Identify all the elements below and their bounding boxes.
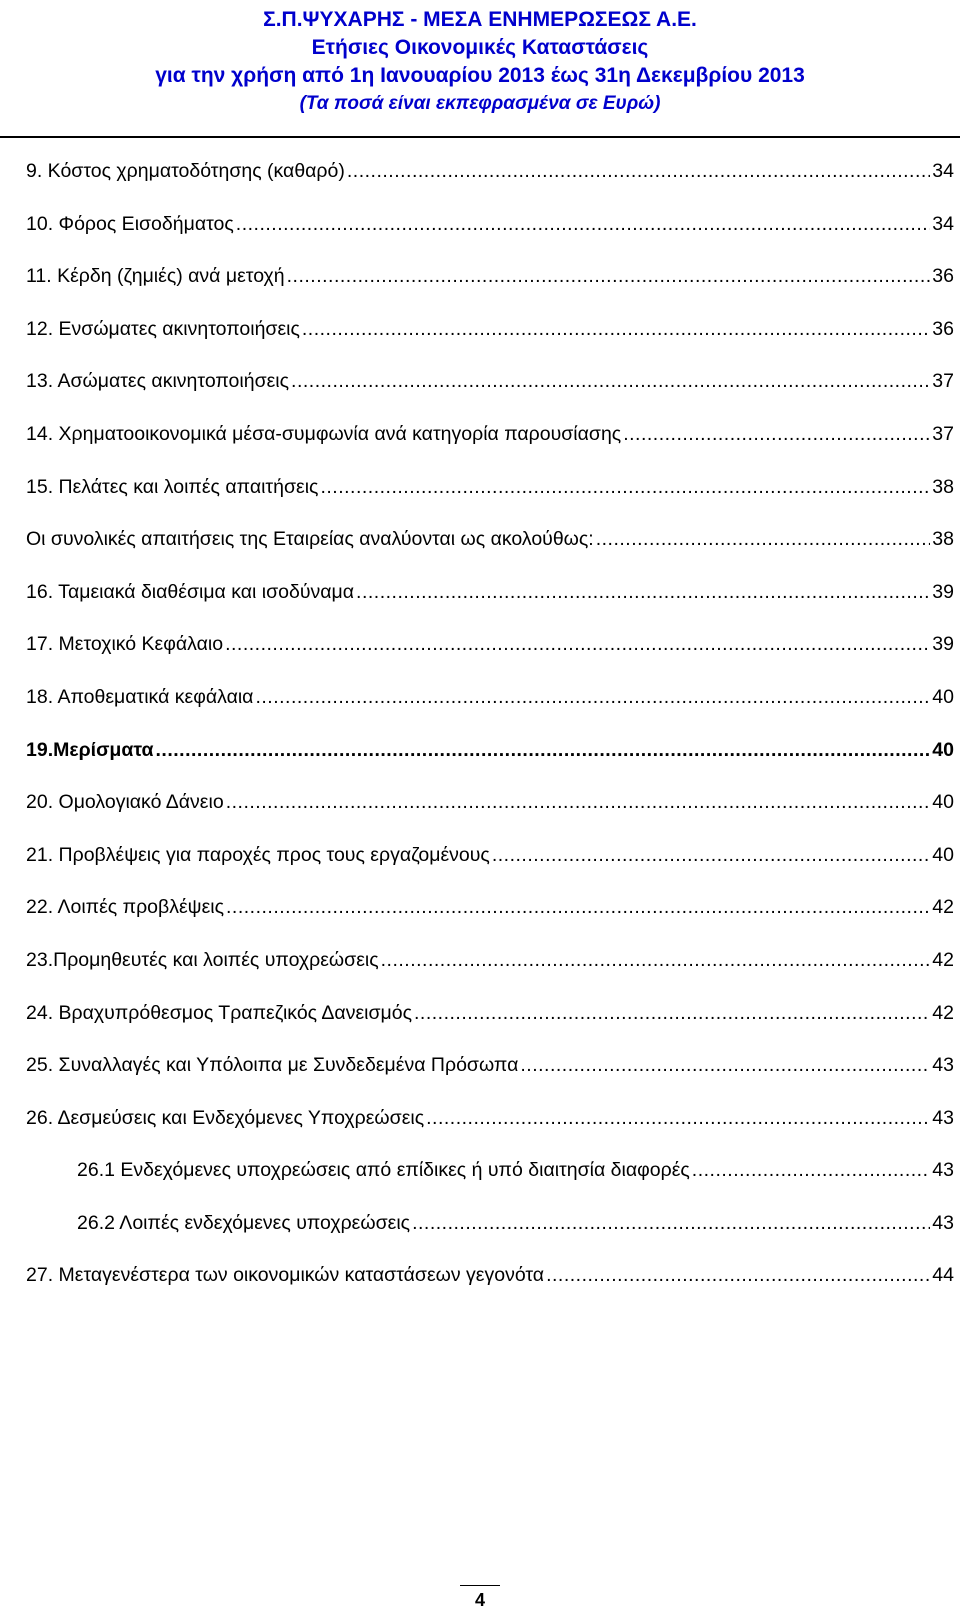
toc-entry[interactable] <box>26 1107 954 1160</box>
toc-entry[interactable] <box>26 844 954 897</box>
toc-entry[interactable] <box>26 581 954 634</box>
toc-entry-label: 21. Προβλέψεις για παροχές προς τους εργαζομένους <box>26 843 490 866</box>
toc-entry[interactable] <box>26 370 954 423</box>
toc-dot-leader <box>546 1264 930 1287</box>
toc-entry-page: 36 <box>932 317 954 340</box>
toc-dot-leader <box>381 949 931 972</box>
toc-entry-label: 12. Ενσώματες ακινητοποιήσεις <box>26 317 300 340</box>
toc-entry-label: 20. Ομολογιακό Δάνειο <box>26 791 224 814</box>
toc-entry-label: 24. Βραχυπρόθεσμος Τραπεζικός Δανεισμός <box>26 1001 412 1024</box>
toc-entry[interactable] <box>26 213 954 266</box>
toc-entry-page: 37 <box>932 370 954 393</box>
reporting-period: για την χρήση από 1η Ιανουαρίου 2013 έως 31η Δεκεμβρίου 2013 <box>155 64 805 87</box>
toc-entry-page: 38 <box>932 528 954 551</box>
toc-dot-leader <box>236 213 931 236</box>
page-number <box>0 1590 960 1611</box>
toc-entry-page: 43 <box>932 1211 954 1234</box>
toc-entry[interactable] <box>26 633 954 686</box>
toc-entry[interactable] <box>26 686 954 739</box>
toc-entry-label: 15. Πελάτες και λοιπές απαιτήσεις <box>26 475 319 498</box>
toc-entry[interactable] <box>26 160 954 213</box>
toc-dot-leader <box>156 739 931 762</box>
toc-dot-leader <box>226 791 931 814</box>
toc-entry-page: 43 <box>932 1159 954 1182</box>
toc-entry-page: 42 <box>932 896 954 919</box>
toc-entry[interactable] <box>26 423 954 476</box>
toc-entry-page: 34 <box>932 212 954 235</box>
toc-entry[interactable] <box>26 896 954 949</box>
toc-entry-label: 27. Μεταγενέστερα των οικονομικών καταστάσεων γεγονότα <box>26 1264 545 1287</box>
toc-entry-label: 22. Λοιπές προβλέψεις <box>26 896 224 919</box>
toc-entry-page: 42 <box>932 1001 954 1024</box>
toc-dot-leader <box>347 160 930 183</box>
toc-dot-leader <box>320 476 930 499</box>
toc-entry-page: 34 <box>932 160 954 182</box>
currency-note: (Τα ποσά είναι εκπεφρασμένα σε Ευρώ) <box>299 93 661 114</box>
toc-entry-label: Οι συνολικές απαιτήσεις της Εταιρείας αναλύονται ως ακολούθως: <box>26 528 594 551</box>
toc-entry[interactable] <box>26 1264 954 1317</box>
toc-dot-leader <box>255 686 930 709</box>
toc-entry-label: 26.2 Λοιπές ενδεχόμενες υποχρεώσεις <box>77 1211 411 1234</box>
toc-entry-label: 23.Προμηθευτές και λοιπές υποχρεώσεις <box>26 948 379 971</box>
toc-entry[interactable] <box>26 949 954 1002</box>
toc-entry-page: 44 <box>932 1264 954 1287</box>
toc-entry[interactable] <box>26 265 954 318</box>
toc-dot-leader <box>596 528 931 551</box>
toc-entry[interactable] <box>26 1054 954 1107</box>
toc-entry-page: 39 <box>932 580 954 603</box>
toc-entry-label: 26. Δεσμεύσεις και Ενδεχόμενες Υποχρεώσεις <box>26 1106 425 1129</box>
toc-dot-leader <box>291 370 930 393</box>
toc-entry-page: 43 <box>932 1054 954 1077</box>
page-number-value: 4 <box>460 1585 500 1611</box>
toc-entry-page: 40 <box>932 843 954 866</box>
toc-entry-page: 36 <box>932 265 954 288</box>
toc-dot-leader <box>692 1159 931 1182</box>
toc-entry[interactable] <box>26 318 954 371</box>
toc-entry-page: 43 <box>932 1106 954 1129</box>
toc-dot-leader <box>414 1002 930 1025</box>
toc-entry-label: 13. Ασώματες ακινητοποιήσεις <box>26 370 290 393</box>
document-title: Ετήσιες Οικονομικές Καταστάσεις <box>311 36 649 59</box>
toc-dot-leader <box>302 318 930 341</box>
toc-dot-leader <box>623 423 930 446</box>
toc-dot-leader <box>520 1054 930 1077</box>
toc-entry-label: 19.Μερίσματα <box>26 738 154 761</box>
toc-entry[interactable] <box>26 791 954 844</box>
toc-entry[interactable] <box>26 1002 954 1055</box>
toc-dot-leader <box>426 1107 930 1130</box>
toc-subentry[interactable] <box>26 1159 954 1212</box>
toc-entry-page: 42 <box>932 948 954 971</box>
toc-dot-leader <box>226 896 930 919</box>
toc-entry-label: 14. Χρηματοοικονομικά μέσα-συμφωνία ανά κατηγορία παρουσίασης <box>26 422 622 445</box>
toc-entry-page: 37 <box>932 422 954 445</box>
toc-entry-page: 40 <box>932 738 954 761</box>
toc-entry-label: 26.1 Ενδεχόμενες υποχρεώσεις από επίδικες ή υπό διαιτησία διαφορές <box>77 1159 690 1182</box>
toc-dot-leader <box>492 844 930 867</box>
toc-entry[interactable] <box>26 476 954 529</box>
toc-entry-label: 11. Κέρδη (ζημιές) ανά μετοχή <box>26 265 285 288</box>
toc-dot-leader <box>287 265 931 288</box>
toc-entry-page: 40 <box>932 791 954 814</box>
toc-dot-leader <box>412 1212 930 1235</box>
toc-entry-label: 16. Ταμειακά διαθέσιμα και ισοδύναμα <box>26 580 355 603</box>
toc-entry-page: 40 <box>932 685 954 708</box>
toc-entry-page: 39 <box>932 633 954 656</box>
toc-entry-label: 18. Αποθεματικά κεφάλαια <box>26 685 254 708</box>
toc-entry-label: 25. Συναλλαγές και Υπόλοιπα με Συνδεδεμένα Πρόσωπα <box>26 1054 519 1077</box>
toc-entry-label: 17. Μετοχικό Κεφάλαιο <box>26 633 224 656</box>
toc-entry[interactable] <box>26 528 954 581</box>
toc-subentry[interactable] <box>26 1212 954 1265</box>
toc-entry-label: 10. Φόρος Εισοδήματος <box>26 212 234 235</box>
table-of-contents <box>26 160 954 1317</box>
toc-dot-leader <box>225 633 930 656</box>
toc-entry-page: 38 <box>932 475 954 498</box>
company-name: Σ.Π.ΨΥΧΑΡΗΣ - ΜΕΣΑ ΕΝΗΜΕΡΩΣΕΩΣ Α.Ε. <box>263 8 697 31</box>
toc-entry-label: 9. Κόστος χρηματοδότησης (καθαρό) <box>26 160 345 182</box>
toc-entry[interactable] <box>26 739 954 792</box>
header-divider <box>0 136 960 138</box>
toc-dot-leader <box>356 581 930 604</box>
document-header <box>0 6 960 118</box>
